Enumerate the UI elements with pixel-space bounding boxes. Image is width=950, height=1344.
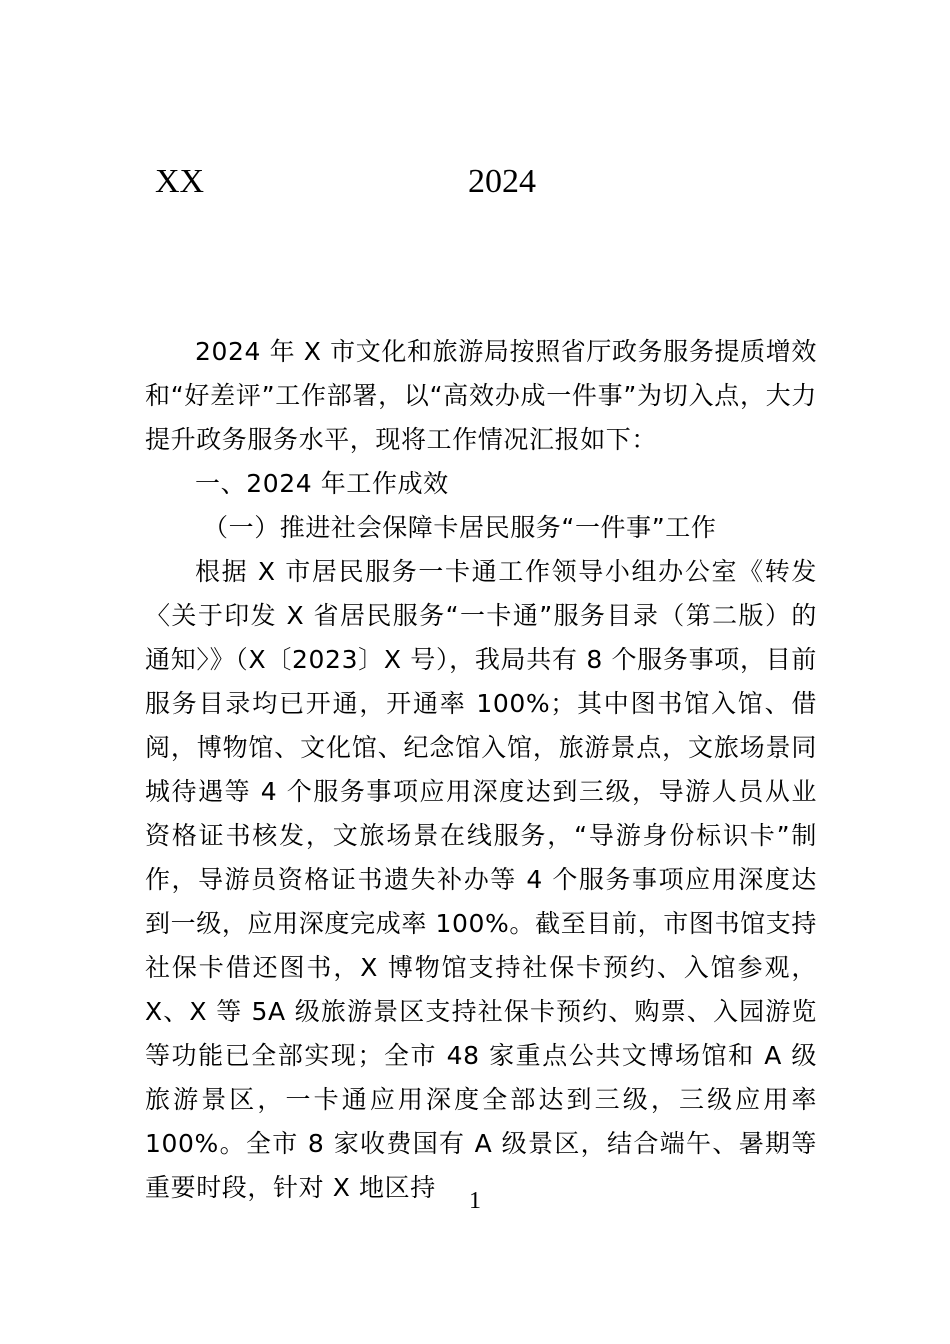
page-number: 1 <box>469 1188 481 1214</box>
intro-paragraph: 2024 年 X 市文化和旅游局按照省厅政务服务提质增效和“好差评”工作部署，以“高效办成一件事”为切入点，大力提升政务服务水平，现将工作情况汇报如下： <box>145 337 817 454</box>
document-title-year: 2024 <box>468 163 536 200</box>
subsection-heading: （一）推进社会保障卡居民服务“一件事”工作 <box>203 513 717 542</box>
section-heading: 一、2024 年工作成效 <box>195 469 449 498</box>
document-title-left: XX <box>155 163 205 200</box>
document-body <box>145 330 817 1210</box>
body-paragraph: 根据 X 市居民服务一卡通工作领导小组办公室《转发〈关于印发 X 省居民服务“一卡通”服务目录（第二版）的通知〉》（X〔2023〕X 号），我局共有 8 个服务事项，目前服务目录均已开通，开通率 100%；其中图书馆入馆、借阅，博物馆、文化馆、纪念馆入馆，旅游景点，文旅场景同城待遇等 4 个服务事项应用深度达到三级，导游人员从业资格证书核发，文旅场景在线服务，“导游身份标识卡”制作，导游员资格证书遗失补办等 4 个服务事项应用深度达到一级，应用深度完成率 100%。截至目前，市图书馆支持社保卡借还图书，X 博物馆支持社保卡预约、入馆参观，X、X 等 5A 级旅游景区支持社保卡预约、购票、入园游览等功能已全部实现；全市 48 家重点公共文博场馆和 A 级旅游景区，一卡通应用深度全部达到三级，三级应用率 100%。全市 8 家收费国有 A 级景区，结合端午、暑期等重要时段，针对 X 地区持 <box>145 557 817 1202</box>
